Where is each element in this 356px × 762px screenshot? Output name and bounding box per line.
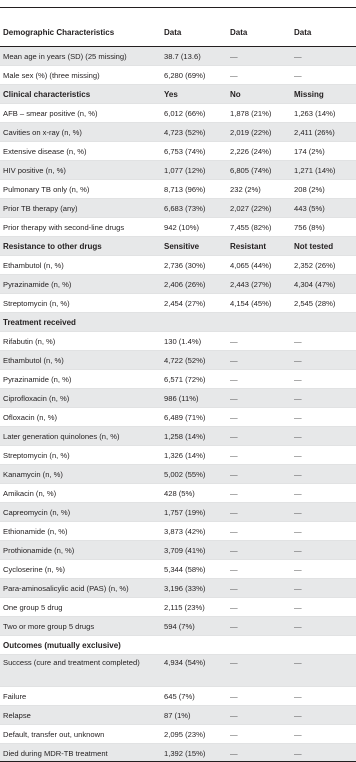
table-row	[0, 199, 356, 218]
table-cell: 2,019 (22%)	[227, 123, 291, 142]
table-cell: 3,196 (33%)	[161, 579, 227, 598]
table-row	[0, 579, 356, 598]
table-cell: —	[291, 655, 356, 687]
table-row	[0, 408, 356, 427]
table-cell: —	[227, 484, 291, 503]
table-cell: —	[291, 560, 356, 579]
table-cell: 1,271 (14%)	[291, 161, 356, 180]
table-cell: —	[227, 617, 291, 636]
table-cell: Not tested	[291, 237, 356, 256]
table-row	[0, 503, 356, 522]
table-cell: —	[291, 446, 356, 465]
table-cell: 4,934 (54%)	[161, 655, 227, 687]
table-row	[0, 744, 356, 762]
row-label: Amikacin (n, %)	[0, 484, 161, 503]
row-label: Ciprofloxacin (n, %)	[0, 389, 161, 408]
table-cell: —	[291, 725, 356, 744]
table-cell	[291, 636, 356, 655]
table-cell: 4,154 (45%)	[227, 294, 291, 313]
table-cell: —	[291, 389, 356, 408]
table-cell: 2,406 (26%)	[161, 275, 227, 294]
row-label: Two or more group 5 drugs	[0, 617, 161, 636]
table-cell: 3,873 (42%)	[161, 522, 227, 541]
table-row	[0, 104, 356, 123]
table-row	[0, 427, 356, 446]
table-cell: 6,280 (69%)	[161, 66, 227, 85]
table-row	[0, 725, 356, 744]
row-label: Outcomes (mutually exclusive)	[0, 636, 161, 655]
row-label: HIV positive (n, %)	[0, 161, 161, 180]
table-cell: 5,002 (55%)	[161, 465, 227, 484]
table-cell: 6,753 (74%)	[161, 142, 227, 161]
row-label: Cavities on x-ray (n, %)	[0, 123, 161, 142]
table-row	[0, 161, 356, 180]
table-cell: 2,027 (22%)	[227, 199, 291, 218]
table-row	[0, 142, 356, 161]
table-cell: —	[291, 598, 356, 617]
table-cell: 5,344 (58%)	[161, 560, 227, 579]
table-cell: 2,545 (28%)	[291, 294, 356, 313]
table-cell: 3,709 (41%)	[161, 541, 227, 560]
row-label: Capreomycin (n, %)	[0, 503, 161, 522]
table-cell: 130 (1.4%)	[161, 332, 227, 351]
table-cell: No	[227, 85, 291, 104]
table-cell: —	[227, 706, 291, 725]
table-cell: —	[227, 725, 291, 744]
section-header-row	[0, 636, 356, 655]
row-label: Extensive disease (n, %)	[0, 142, 161, 161]
table-cell: —	[291, 47, 356, 66]
table-cell: —	[227, 47, 291, 66]
table-cell: 1,258 (14%)	[161, 427, 227, 446]
table-cell: —	[227, 332, 291, 351]
row-label: Ethambutol (n, %)	[0, 351, 161, 370]
row-label: AFB – smear positive (n, %)	[0, 104, 161, 123]
table-cell: 428 (5%)	[161, 484, 227, 503]
table-cell: 2,095 (23%)	[161, 725, 227, 744]
row-label: Ethionamide (n, %)	[0, 522, 161, 541]
table-cell: 87 (1%)	[161, 706, 227, 725]
table-cell: —	[227, 560, 291, 579]
table-cell	[291, 313, 356, 332]
table-row	[0, 294, 356, 313]
table-cell: 2,454 (27%)	[161, 294, 227, 313]
table-cell: 6,012 (66%)	[161, 104, 227, 123]
table-cell: 6,683 (73%)	[161, 199, 227, 218]
header-cell: Data	[291, 19, 356, 47]
section-header-row	[0, 85, 356, 104]
table-cell: 443 (5%)	[291, 199, 356, 218]
table-cell: 174 (2%)	[291, 142, 356, 161]
table-cell	[227, 636, 291, 655]
row-label: Failure	[0, 687, 161, 706]
table-cell: —	[227, 465, 291, 484]
table-cell: —	[227, 370, 291, 389]
row-label: Kanamycin (n, %)	[0, 465, 161, 484]
table-cell: Yes	[161, 85, 227, 104]
table-cell: —	[291, 503, 356, 522]
row-label: Prior therapy with second-line drugs	[0, 218, 161, 237]
table-row	[0, 560, 356, 579]
table-cell: —	[227, 541, 291, 560]
row-label: One group 5 drug	[0, 598, 161, 617]
table-cell: 38.7 (13.6)	[161, 47, 227, 66]
row-label: Male sex (%) (three missing)	[0, 66, 161, 85]
row-label: Pyrazinamide (n, %)	[0, 275, 161, 294]
table-row	[0, 123, 356, 142]
table-cell: 986 (11%)	[161, 389, 227, 408]
table-row	[0, 598, 356, 617]
table-cell: —	[227, 446, 291, 465]
row-label: Streptomycin (n, %)	[0, 446, 161, 465]
row-label: Prothionamide (n, %)	[0, 541, 161, 560]
table-cell: —	[291, 427, 356, 446]
table-cell: 1,392 (15%)	[161, 744, 227, 762]
table-cell: 6,489 (71%)	[161, 408, 227, 427]
table-row	[0, 655, 356, 687]
table-cell: 6,571 (72%)	[161, 370, 227, 389]
table-row	[0, 446, 356, 465]
table-row	[0, 47, 356, 66]
table-cell: —	[291, 332, 356, 351]
table-cell: 1,077 (12%)	[161, 161, 227, 180]
row-label: Clinical characteristics	[0, 85, 161, 104]
table-cell: 2,736 (30%)	[161, 256, 227, 275]
row-label: Ethambutol (n, %)	[0, 256, 161, 275]
table-row	[0, 706, 356, 725]
table-row	[0, 617, 356, 636]
table-row	[0, 484, 356, 503]
table-cell: —	[227, 744, 291, 762]
table-cell: —	[227, 66, 291, 85]
row-label: Rifabutin (n, %)	[0, 332, 161, 351]
row-label: Prior TB therapy (any)	[0, 199, 161, 218]
table-cell: 4,723 (52%)	[161, 123, 227, 142]
table-row	[0, 370, 356, 389]
row-label: Cycloserine (n, %)	[0, 560, 161, 579]
table-row	[0, 256, 356, 275]
table-cell: —	[227, 389, 291, 408]
table-cell: 1,326 (14%)	[161, 446, 227, 465]
row-label: Default, transfer out, unknown	[0, 725, 161, 744]
table-cell: —	[291, 351, 356, 370]
table-cell: —	[291, 484, 356, 503]
table-cell: 232 (2%)	[227, 180, 291, 199]
table-row	[0, 275, 356, 294]
table-cell: 1,263 (14%)	[291, 104, 356, 123]
characteristics-table	[0, 19, 356, 762]
table-cell: 4,065 (44%)	[227, 256, 291, 275]
header-cell: Data	[161, 19, 227, 47]
header-cell: Demographic Characteristics	[0, 19, 161, 47]
table-cell: —	[291, 617, 356, 636]
row-label: Died during MDR-TB treatment	[0, 744, 161, 762]
table-cell: Sensitive	[161, 237, 227, 256]
row-label: Treatment received	[0, 313, 161, 332]
row-label: Pyrazinamide (n, %)	[0, 370, 161, 389]
table-cell: 4,722 (52%)	[161, 351, 227, 370]
section-header-row	[0, 237, 356, 256]
table-cell: 2,226 (24%)	[227, 142, 291, 161]
table-row	[0, 218, 356, 237]
table-cell: —	[227, 408, 291, 427]
table-row	[0, 351, 356, 370]
table-row	[0, 66, 356, 85]
table-row	[0, 180, 356, 199]
table-cell: 645 (7%)	[161, 687, 227, 706]
table-cell: —	[227, 687, 291, 706]
table-cell: —	[291, 408, 356, 427]
row-label: Relapse	[0, 706, 161, 725]
table-cell: —	[291, 706, 356, 725]
table-cell: —	[291, 66, 356, 85]
table-cell: —	[227, 579, 291, 598]
row-label: Mean age in years (SD) (25 missing)	[0, 47, 161, 66]
table-cell: 2,115 (23%)	[161, 598, 227, 617]
table-cell: —	[291, 370, 356, 389]
table-cell: 2,443 (27%)	[227, 275, 291, 294]
table-cell: —	[291, 687, 356, 706]
section-header-row	[0, 313, 356, 332]
table-cell: —	[291, 579, 356, 598]
table-cell: 4,304 (47%)	[291, 275, 356, 294]
table-row	[0, 541, 356, 560]
table-cell: —	[291, 541, 356, 560]
row-label: Pulmonary TB only (n, %)	[0, 180, 161, 199]
table-cell: 208 (2%)	[291, 180, 356, 199]
table-cell: —	[291, 744, 356, 762]
table-cell: 594 (7%)	[161, 617, 227, 636]
table-cell: 2,411 (26%)	[291, 123, 356, 142]
table-row	[0, 389, 356, 408]
table-cell: 1,878 (21%)	[227, 104, 291, 123]
table-cell: —	[227, 522, 291, 541]
table-cell: 6,805 (74%)	[227, 161, 291, 180]
table-cell: —	[227, 503, 291, 522]
table-row	[0, 465, 356, 484]
table-cell: —	[227, 427, 291, 446]
table-cell: —	[291, 465, 356, 484]
table-cell: 942 (10%)	[161, 218, 227, 237]
table-cell: 1,757 (19%)	[161, 503, 227, 522]
header-row	[0, 19, 356, 47]
table-cell	[161, 313, 227, 332]
table-cell: Resistant	[227, 237, 291, 256]
row-label: Para-aminosalicylic acid (PAS) (n, %)	[0, 579, 161, 598]
table-cell: —	[291, 522, 356, 541]
table-cell: Missing	[291, 85, 356, 104]
table-row	[0, 522, 356, 541]
row-label: Resistance to other drugs	[0, 237, 161, 256]
table-cell: —	[227, 655, 291, 687]
header-cell: Data	[227, 19, 291, 47]
row-label: Ofloxacin (n, %)	[0, 408, 161, 427]
table-cell: 8,713 (96%)	[161, 180, 227, 199]
table-cell: —	[227, 598, 291, 617]
table-cell: 756 (8%)	[291, 218, 356, 237]
row-label: Streptomycin (n, %)	[0, 294, 161, 313]
table-row	[0, 332, 356, 351]
table-row	[0, 687, 356, 706]
row-label: Success (cure and treatment completed)	[0, 655, 161, 687]
row-label: Later generation quinolones (n, %)	[0, 427, 161, 446]
table-cell: —	[227, 351, 291, 370]
table-cell	[161, 636, 227, 655]
top-rule	[0, 7, 356, 8]
table-cell: 7,455 (82%)	[227, 218, 291, 237]
table-cell: 2,352 (26%)	[291, 256, 356, 275]
table-cell	[227, 313, 291, 332]
